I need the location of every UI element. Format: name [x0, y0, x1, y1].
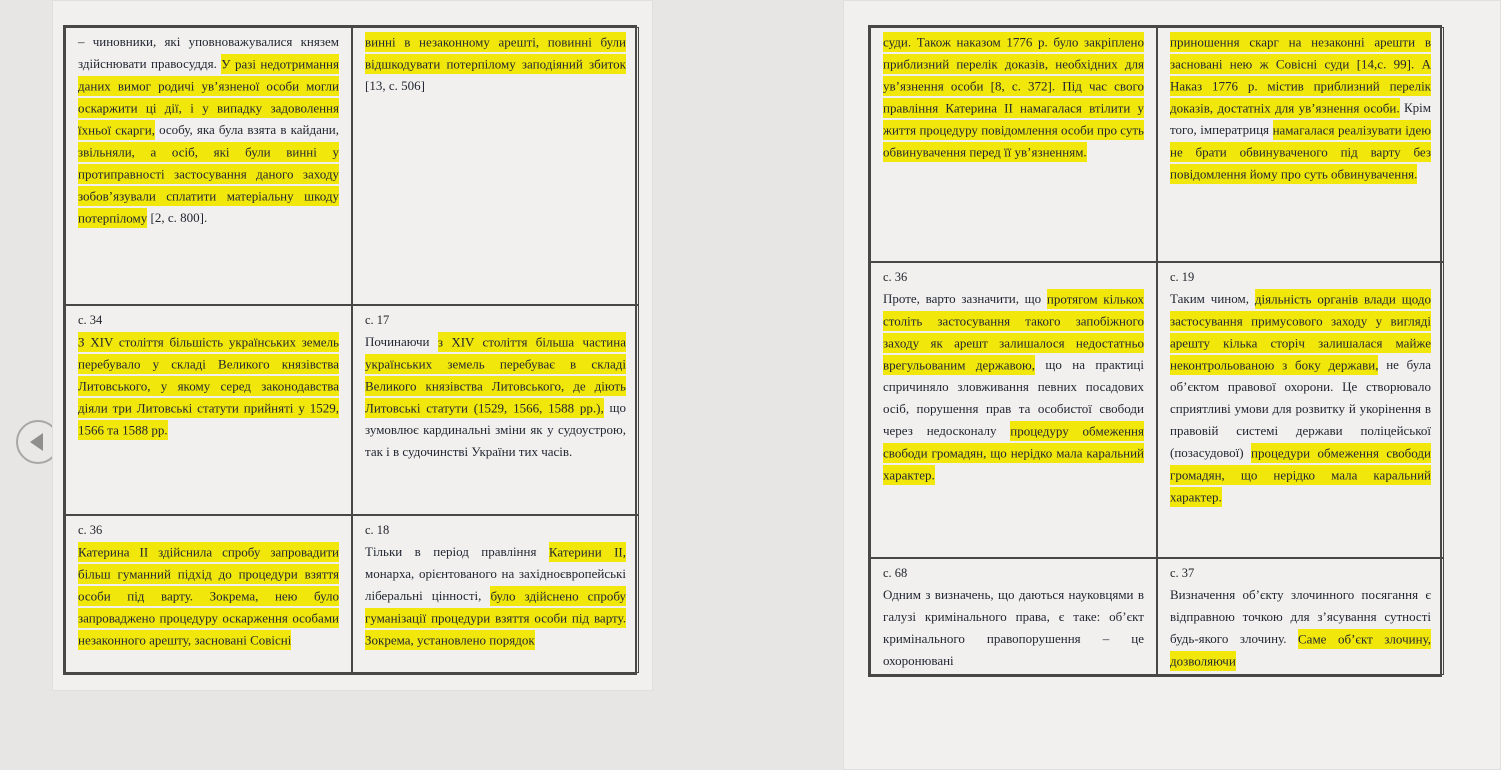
highlighted-segment: процедури обмеження свободи громадян, що нерідко мала каральний характер. — [1170, 443, 1431, 507]
highlighted-segment: процедуру обмеження свободи громадян, що нерідко мала каральний характер. — [883, 421, 1144, 485]
highlighted-segment: приношення скарг на незаконні арешти в засновані нею ж Совісні суди [14,с. 99]. А Наказ 1776 р. містив приблизний перелік доказів, достатніх для ув’язнення особи. — [1170, 32, 1431, 118]
left-arrow-icon — [30, 433, 43, 451]
cell-paragraph — [365, 331, 626, 463]
cell-paragraph — [78, 31, 339, 229]
document-page-left — [52, 0, 653, 691]
table-cell — [65, 305, 352, 515]
highlighted-segment: винні в незаконному арешті, повинні були відшкодувати потерпілому заподіяний збиток — [365, 32, 626, 74]
highlighted-segment: було здійснено спробу гуманізації процедури взяття особи під варту. Зокрема, установлено порядок — [365, 586, 626, 650]
document-page-right — [843, 0, 1501, 770]
page-ref-label: с. 34 — [78, 313, 103, 327]
highlighted-segment: звільняли, а осіб, які були винні у протиправності застосування даного заходу зобов’язували сплатити матеріальну шкоду потерпілому — [78, 142, 339, 228]
cell-paragraph — [1170, 288, 1431, 508]
text-segment: що на практиці спричиняло зловживання певних посадових осіб, порушення прав та особистої свободи через недосконалу — [883, 357, 1144, 438]
table-cell — [352, 27, 639, 305]
table-cell — [1157, 262, 1444, 558]
cell-paragraph — [883, 584, 1144, 672]
highlighted-segment: Катерини II, — [549, 542, 626, 562]
cell-paragraph — [1170, 584, 1431, 672]
page-ref-label: с. 36 — [883, 270, 908, 284]
cell-paragraph — [365, 541, 626, 651]
text-segment: Починаючи — [365, 334, 438, 349]
text-segment: Проте, варто зазначити, що — [883, 291, 1047, 306]
highlighted-segment: У разі недотримання даних вимог родичі ув’язненої особи могли оскаржити ці дії, і у випадку задоволення їхньої скарги, — [78, 54, 339, 140]
text-segment: Одним з визначень, що даються науковцями в галузі кримінального права, є таке: об’єкт кримінального правопорушення – це охоронювані — [883, 587, 1144, 668]
table-cell — [352, 305, 639, 515]
text-segment: Тільки в період правління — [365, 544, 549, 559]
text-segment: монарха, орієнтованого на західноєвропейські ліберальні цінності, — [365, 566, 626, 603]
table-cell — [65, 515, 352, 673]
text-segment: Крім того, імператриця — [1170, 100, 1431, 137]
highlighted-segment: Саме об’єкт злочину, дозволяючи — [1170, 629, 1431, 671]
cell-paragraph — [883, 31, 1144, 163]
table-cell — [1157, 558, 1444, 675]
text-segment: що зумовлює кардинальні зміни як у судоустрою, так і в судочинстві України тих часів. — [365, 400, 626, 459]
text-segment: [2, с. 800]. — [147, 210, 208, 225]
cell-paragraph — [1170, 31, 1431, 185]
highlighted-segment: намагалася реалізувати ідею не брати обвинуваченого під варту без повідомлення йому про суть обвинувачення. — [1170, 120, 1431, 184]
text-segment: [13, с. 506] — [365, 78, 425, 93]
page-ref-label: с. 37 — [1170, 566, 1195, 580]
table-cell — [870, 558, 1157, 675]
page-ref-label: с. 17 — [365, 313, 390, 327]
highlighted-segment: з XIV століття більша частина українських земель перебуває в складі Великого князівства Литовського, де діють Литовські статути (1529, 1566, 1588 рр.), — [365, 332, 626, 418]
page-ref-label: с. 19 — [1170, 270, 1195, 284]
page-ref-label: с. 68 — [883, 566, 908, 580]
highlighted-segment: З XIV століття більшість українських земель перебувало у складі Великого князівства Литовського, у якому серед законодавства діяли три Литовські статути прийняті у 1529, 1566 та 1588 рр. — [78, 332, 339, 440]
highlighted-segment: діяльність органів влади щодо застосування примусового заходу у вигляді арешту кілька сторіч залишалася майже неконтрольованою з боку держави, — [1170, 289, 1431, 375]
page-ref-label: с. 36 — [78, 523, 103, 537]
table-cell — [870, 262, 1157, 558]
comparison-table-right — [868, 25, 1442, 677]
table-cell — [870, 27, 1157, 262]
cell-paragraph — [883, 288, 1144, 486]
text-segment: – чиновники, які уповноважувалися князем здійснювати правосуддя. — [78, 34, 339, 71]
text-segment: Таким чином, — [1170, 291, 1255, 306]
comparison-table-left — [63, 25, 637, 675]
table-cell — [1157, 27, 1444, 262]
highlighted-segment: суди. Також наказом 1776 р. було закріплено приблизний перелік доказів, необхідних для ув’язнення особи [8, с. 372]. Під час свого правління Катерина II намагалася втілити у життя процедуру повідомлення особи про суть обвинувачення перед її ув’язненням. — [883, 32, 1144, 162]
highlighted-segment: Катерина II здійснила спробу запровадити більш гуманний підхід до процедури взяття особи під варту. Зокрема, нею було запроваджено процедуру оскарження особами незаконного арешту, засновані Совісні — [78, 542, 339, 650]
page-ref-label: с. 18 — [365, 523, 390, 537]
table-cell — [352, 515, 639, 673]
cell-paragraph — [365, 31, 626, 97]
table-cell — [65, 27, 352, 305]
text-segment: Визначення об’єкту злочинного посягання є відправною точкою для з’ясування сутності будь-якого злочину. — [1170, 587, 1431, 646]
cell-paragraph — [78, 331, 339, 441]
text-segment: особу, яка була взята в кайдани, — [154, 122, 340, 137]
cell-paragraph — [78, 541, 339, 651]
text-segment: не була об’єктом правової охорони. Це створювало сприятливі умови для розвитку й укорінення в правовій системі держави поліцейської (позасудової) — [1170, 357, 1431, 460]
highlighted-segment: протягом кількох століть застосування такого запобіжного заходу як арешт залишалося недостатньо врегульованим державою, — [883, 289, 1144, 375]
